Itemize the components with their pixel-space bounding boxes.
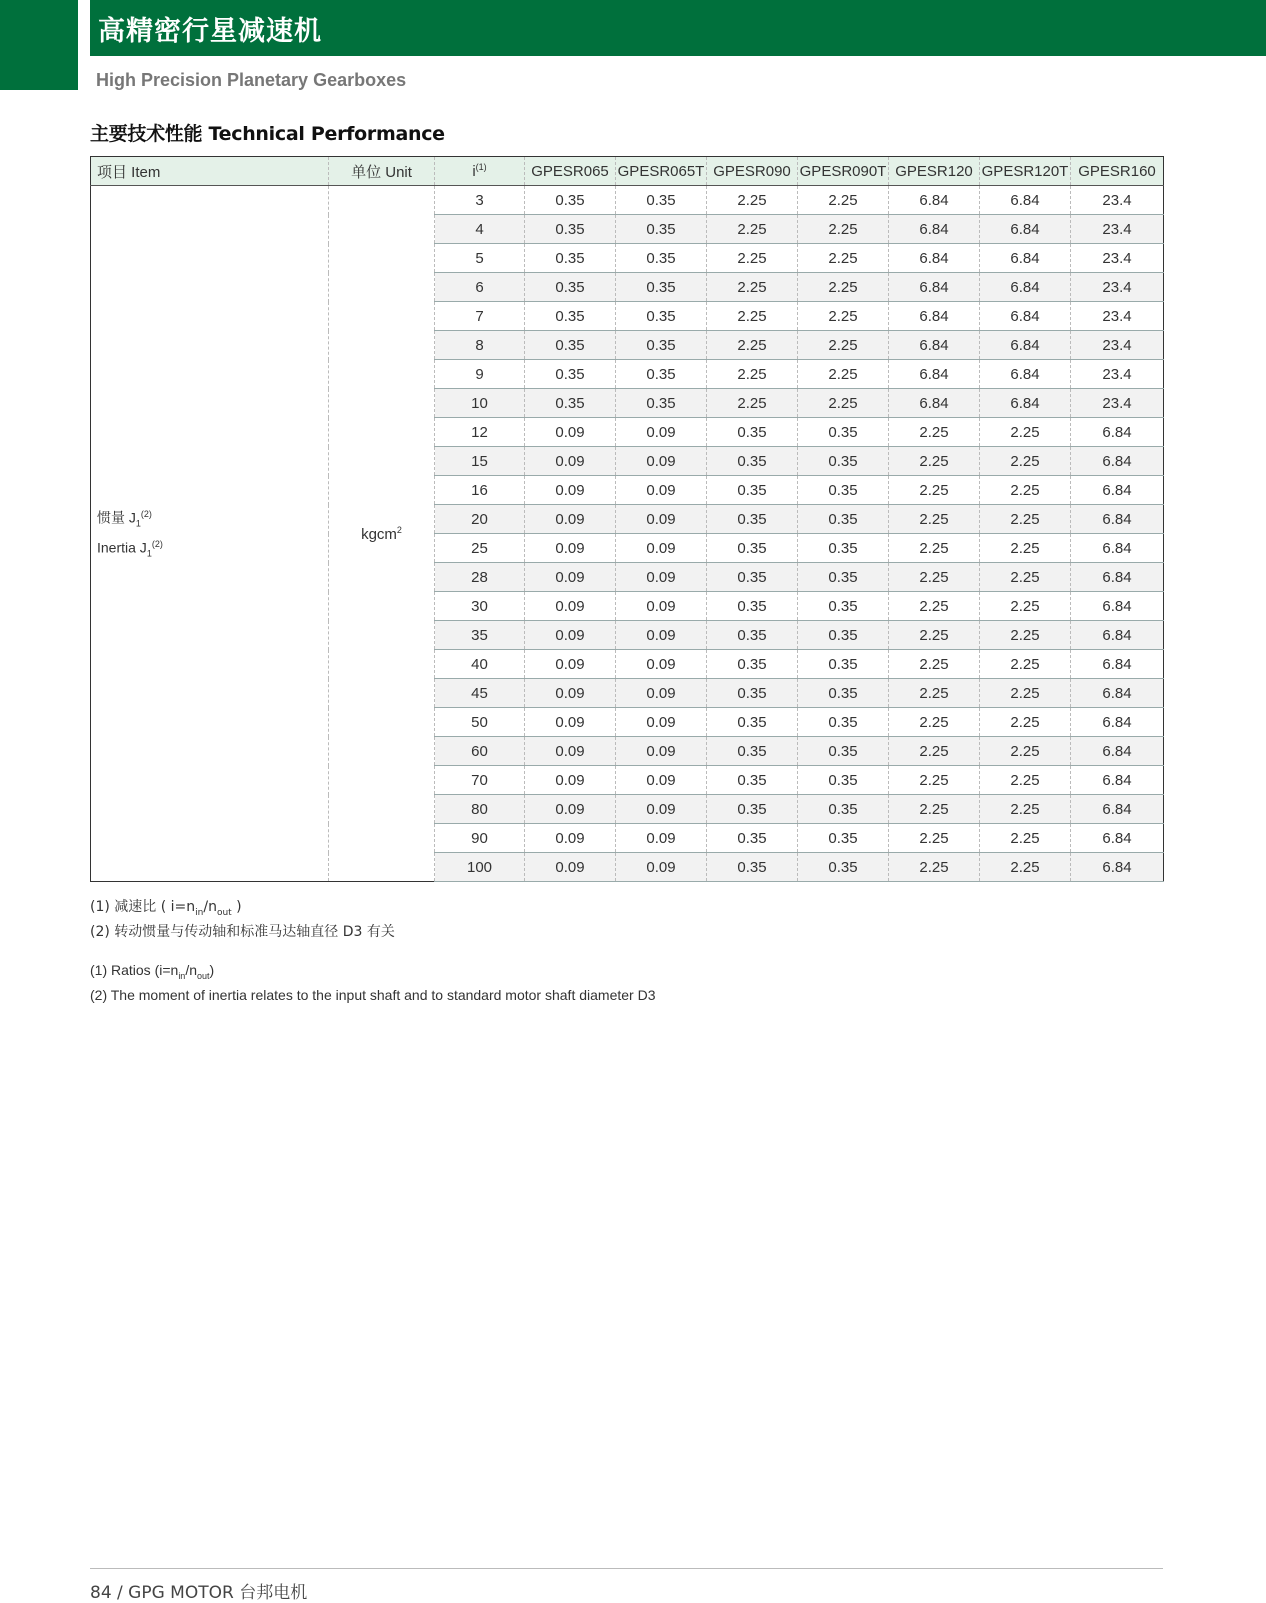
inertia-value-cell: 23.4 (1071, 302, 1164, 331)
note-en-2: (2) The moment of inertia relates to the input shaft and to standard motor shaft diameter D3 (90, 987, 656, 1003)
inertia-value-cell: 2.25 (798, 389, 889, 418)
inertia-value-cell: 0.09 (616, 592, 707, 621)
inertia-value-cell: 6.84 (980, 389, 1071, 418)
inertia-value-cell: 23.4 (1071, 215, 1164, 244)
inertia-value-cell: 0.35 (798, 505, 889, 534)
note-cn-1-slash: /n (203, 899, 217, 915)
inertia-value-cell: 2.25 (980, 476, 1071, 505)
inertia-value-cell: 2.25 (798, 215, 889, 244)
inertia-value-cell: 0.35 (616, 389, 707, 418)
item-cn-text: 惯量 J (97, 509, 136, 526)
ratio-cell: 40 (435, 650, 525, 679)
inertia-value-cell: 0.35 (707, 505, 798, 534)
inertia-value-cell: 0.09 (616, 563, 707, 592)
inertia-value-cell: 0.35 (525, 186, 616, 215)
inertia-value-cell: 23.4 (1071, 186, 1164, 215)
ratio-cell: 60 (435, 737, 525, 766)
inertia-value-cell: 6.84 (1071, 679, 1164, 708)
inertia-value-cell: 0.35 (707, 621, 798, 650)
inertia-value-cell: 23.4 (1071, 360, 1164, 389)
inertia-value-cell: 0.35 (707, 853, 798, 882)
inertia-value-cell: 0.35 (798, 592, 889, 621)
inertia-value-cell: 0.09 (616, 476, 707, 505)
inertia-value-cell: 0.09 (616, 621, 707, 650)
inertia-value-cell: 2.25 (798, 302, 889, 331)
inertia-value-cell: 2.25 (889, 795, 980, 824)
inertia-value-cell: 0.35 (616, 186, 707, 215)
inertia-value-cell: 0.35 (707, 534, 798, 563)
inertia-value-cell: 6.84 (889, 215, 980, 244)
ratio-cell: 9 (435, 360, 525, 389)
inertia-value-cell: 2.25 (980, 824, 1071, 853)
ratio-cell: 10 (435, 389, 525, 418)
note-en-1 (90, 962, 214, 981)
inertia-value-cell: 2.25 (889, 505, 980, 534)
header-model: GPESR120T (980, 157, 1071, 186)
inertia-value-cell: 6.84 (980, 244, 1071, 273)
ratio-cell: 30 (435, 592, 525, 621)
inertia-value-cell: 0.09 (525, 505, 616, 534)
inertia-value-cell: 6.84 (980, 215, 1071, 244)
inertia-value-cell: 0.35 (707, 708, 798, 737)
item-cn-note: (2) (140, 509, 152, 520)
inertia-value-cell: 0.35 (798, 534, 889, 563)
inertia-value-cell: 2.25 (889, 708, 980, 737)
inertia-value-cell: 0.35 (616, 331, 707, 360)
inertia-value-cell: 0.09 (525, 795, 616, 824)
inertia-value-cell: 0.35 (525, 215, 616, 244)
table-row (91, 186, 1164, 215)
inertia-value-cell: 6.84 (889, 244, 980, 273)
inertia-value-cell: 6.84 (1071, 621, 1164, 650)
inertia-value-cell: 6.84 (980, 273, 1071, 302)
inertia-value-cell: 0.35 (707, 679, 798, 708)
inertia-value-cell: 0.35 (798, 853, 889, 882)
inertia-value-cell: 0.35 (798, 708, 889, 737)
ratio-cell: 3 (435, 186, 525, 215)
inertia-value-cell: 2.25 (889, 824, 980, 853)
inertia-value-cell: 2.25 (798, 273, 889, 302)
inertia-value-cell: 0.35 (525, 302, 616, 331)
inertia-value-cell: 6.84 (1071, 824, 1164, 853)
inertia-value-cell: 0.35 (707, 418, 798, 447)
inertia-value-cell: 6.84 (889, 186, 980, 215)
inertia-value-cell: 6.84 (1071, 853, 1164, 882)
inertia-value-cell: 2.25 (707, 244, 798, 273)
inertia-value-cell: 0.09 (525, 418, 616, 447)
header-model: GPESR090 (707, 157, 798, 186)
inertia-value-cell: 2.25 (889, 563, 980, 592)
inertia-value-cell: 0.35 (525, 389, 616, 418)
inertia-value-cell: 6.84 (1071, 592, 1164, 621)
unit-cell (329, 186, 435, 882)
inertia-value-cell: 6.84 (980, 331, 1071, 360)
inertia-value-cell: 2.25 (889, 447, 980, 476)
inertia-value-cell: 0.35 (798, 795, 889, 824)
inertia-value-cell: 6.84 (1071, 447, 1164, 476)
ratio-cell: 8 (435, 331, 525, 360)
inertia-value-cell: 0.35 (707, 737, 798, 766)
inertia-value-cell: 2.25 (980, 563, 1071, 592)
inertia-value-cell: 6.84 (1071, 766, 1164, 795)
inertia-value-cell: 2.25 (980, 505, 1071, 534)
inertia-value-cell: 0.09 (525, 650, 616, 679)
inertia-value-cell: 2.25 (707, 302, 798, 331)
page-subtitle: High Precision Planetary Gearboxes (96, 70, 407, 90)
note-en-1-suffix: ) (209, 962, 215, 978)
inertia-value-cell: 0.09 (525, 679, 616, 708)
inertia-value-cell: 2.25 (889, 766, 980, 795)
footer-text: 84 / GPG MOTOR 台邦电机 (90, 1583, 308, 1603)
inertia-value-cell: 23.4 (1071, 389, 1164, 418)
ratio-cell: 25 (435, 534, 525, 563)
inertia-value-cell: 2.25 (889, 650, 980, 679)
note-en-1-slash: /n (185, 962, 198, 978)
item-label-en (97, 534, 328, 563)
ratio-cell: 50 (435, 708, 525, 737)
inertia-value-cell: 0.35 (707, 650, 798, 679)
inertia-value-cell: 6.84 (889, 331, 980, 360)
ratio-cell: 4 (435, 215, 525, 244)
header-unit: 单位 Unit (329, 157, 435, 186)
inertia-value-cell: 2.25 (980, 766, 1071, 795)
inertia-value-cell: 0.09 (616, 766, 707, 795)
footer-divider (90, 1568, 1163, 1569)
inertia-value-cell: 0.35 (525, 244, 616, 273)
inertia-value-cell: 0.09 (616, 418, 707, 447)
inertia-value-cell: 0.09 (616, 679, 707, 708)
ratio-cell: 28 (435, 563, 525, 592)
header-model: GPESR120 (889, 157, 980, 186)
inertia-value-cell: 6.84 (889, 302, 980, 331)
inertia-value-cell: 0.35 (616, 273, 707, 302)
inertia-value-cell: 2.25 (889, 621, 980, 650)
inertia-value-cell: 0.35 (798, 824, 889, 853)
inertia-value-cell: 2.25 (980, 853, 1071, 882)
inertia-value-cell: 6.84 (980, 360, 1071, 389)
inertia-value-cell: 0.09 (525, 476, 616, 505)
inertia-value-cell: 0.35 (798, 679, 889, 708)
inertia-value-cell: 6.84 (1071, 418, 1164, 447)
header-item: 项目 Item (91, 157, 329, 186)
inertia-value-cell: 2.25 (707, 389, 798, 418)
ratio-cell: 20 (435, 505, 525, 534)
section-title: 主要技术性能 Technical Performance (90, 123, 445, 145)
item-cell (91, 186, 329, 882)
header-model: GPESR160 (1071, 157, 1164, 186)
inertia-value-cell: 0.35 (798, 650, 889, 679)
note-en-1-prefix: (1) Ratios (i=n (90, 962, 179, 978)
note-cn-1 (90, 896, 242, 918)
header-model: GPESR090T (798, 157, 889, 186)
inertia-value-cell: 2.25 (889, 737, 980, 766)
item-en-sub: 1 (146, 547, 152, 558)
inertia-value-cell: 0.09 (525, 621, 616, 650)
inertia-value-cell: 0.09 (616, 505, 707, 534)
inertia-value-cell: 6.84 (1071, 563, 1164, 592)
inertia-value-cell: 0.35 (616, 302, 707, 331)
ratio-cell: 5 (435, 244, 525, 273)
inertia-value-cell: 2.25 (798, 244, 889, 273)
inertia-value-cell: 0.35 (798, 418, 889, 447)
inertia-value-cell: 6.84 (980, 186, 1071, 215)
header-ratio (435, 157, 525, 186)
inertia-value-cell: 0.35 (707, 563, 798, 592)
inertia-value-cell: 0.35 (616, 215, 707, 244)
inertia-value-cell: 2.25 (707, 360, 798, 389)
inertia-value-cell: 2.25 (889, 534, 980, 563)
note-cn-2: (2) 转动惯量与传动轴和标准马达轴直径 D3 有关 (90, 924, 395, 940)
inertia-value-cell: 0.09 (525, 592, 616, 621)
note-en-1-sub-in: in (178, 970, 186, 981)
ratio-cell: 100 (435, 853, 525, 882)
inertia-value-cell: 2.25 (980, 592, 1071, 621)
inertia-value-cell: 2.25 (980, 650, 1071, 679)
inertia-value-cell: 2.25 (707, 331, 798, 360)
ratio-cell: 90 (435, 824, 525, 853)
inertia-value-cell: 0.35 (707, 592, 798, 621)
inertia-value-cell: 6.84 (1071, 534, 1164, 563)
inertia-value-cell: 6.84 (1071, 476, 1164, 505)
inertia-value-cell: 2.25 (798, 186, 889, 215)
inertia-value-cell: 2.25 (889, 853, 980, 882)
inertia-value-cell: 6.84 (1071, 650, 1164, 679)
inertia-value-cell: 0.35 (707, 824, 798, 853)
performance-table (90, 156, 1164, 882)
ratio-cell: 45 (435, 679, 525, 708)
note-cn-1-suffix: ) (231, 899, 242, 915)
item-cn-sub: 1 (135, 518, 141, 529)
inertia-value-cell: 23.4 (1071, 244, 1164, 273)
item-label-cn (97, 504, 328, 533)
inertia-value-cell: 0.09 (525, 737, 616, 766)
inertia-value-cell: 0.09 (616, 737, 707, 766)
ratio-cell: 12 (435, 418, 525, 447)
inertia-value-cell: 0.09 (525, 447, 616, 476)
inertia-value-cell: 2.25 (980, 447, 1071, 476)
inertia-value-cell: 6.84 (1071, 795, 1164, 824)
inertia-value-cell: 2.25 (798, 360, 889, 389)
inertia-value-cell: 2.25 (980, 534, 1071, 563)
inertia-value-cell: 0.09 (616, 824, 707, 853)
inertia-value-cell: 2.25 (707, 273, 798, 302)
inertia-value-cell: 0.09 (616, 534, 707, 563)
inertia-value-cell: 0.35 (798, 563, 889, 592)
inertia-value-cell: 2.25 (980, 621, 1071, 650)
inertia-value-cell: 0.09 (525, 853, 616, 882)
inertia-value-cell: 2.25 (889, 679, 980, 708)
inertia-value-cell: 6.84 (980, 302, 1071, 331)
inertia-value-cell: 0.35 (707, 447, 798, 476)
note-cn-1-sub-in: in (195, 907, 204, 918)
page-title: 高精密行星减速机 (98, 16, 322, 47)
inertia-value-cell: 6.84 (889, 389, 980, 418)
inertia-value-cell: 2.25 (798, 331, 889, 360)
note-cn-1-sub-out: out (216, 907, 232, 918)
ratio-cell: 16 (435, 476, 525, 505)
inertia-value-cell: 2.25 (889, 476, 980, 505)
corner-accent-block (0, 0, 78, 90)
ratio-cell: 6 (435, 273, 525, 302)
unit-sup: 2 (396, 524, 402, 535)
inertia-value-cell: 0.09 (525, 534, 616, 563)
item-en-text: Inertia J (97, 539, 147, 556)
inertia-value-cell: 2.25 (980, 737, 1071, 766)
inertia-value-cell: 23.4 (1071, 331, 1164, 360)
inertia-value-cell: 0.35 (525, 331, 616, 360)
unit-text: kgcm (361, 525, 397, 543)
inertia-value-cell: 2.25 (707, 215, 798, 244)
inertia-value-cell: 0.09 (616, 708, 707, 737)
ratio-cell: 15 (435, 447, 525, 476)
inertia-value-cell: 0.35 (525, 360, 616, 389)
header-ratio-label: i (472, 163, 476, 180)
inertia-value-cell: 2.25 (889, 592, 980, 621)
inertia-value-cell: 0.09 (525, 824, 616, 853)
inertia-value-cell: 0.09 (616, 853, 707, 882)
inertia-value-cell: 2.25 (889, 418, 980, 447)
inertia-value-cell: 0.35 (798, 476, 889, 505)
inertia-value-cell: 6.84 (1071, 505, 1164, 534)
inertia-value-cell: 2.25 (980, 679, 1071, 708)
inertia-value-cell: 6.84 (1071, 708, 1164, 737)
table-header-row (91, 157, 1164, 186)
inertia-value-cell: 0.35 (707, 766, 798, 795)
inertia-value-cell: 0.09 (525, 563, 616, 592)
inertia-value-cell: 0.35 (798, 621, 889, 650)
inertia-value-cell: 0.35 (616, 360, 707, 389)
ratio-cell: 80 (435, 795, 525, 824)
inertia-value-cell: 0.35 (707, 476, 798, 505)
header-model: GPESR065T (616, 157, 707, 186)
inertia-value-cell: 6.84 (889, 360, 980, 389)
note-cn-1-prefix: (1) 减速比 ( i=n (90, 899, 196, 915)
inertia-value-cell: 2.25 (707, 186, 798, 215)
inertia-value-cell: 0.09 (616, 447, 707, 476)
note-en-1-sub-out: out (197, 970, 210, 981)
inertia-value-cell: 0.09 (616, 795, 707, 824)
ratio-cell: 7 (435, 302, 525, 331)
inertia-value-cell: 0.09 (525, 766, 616, 795)
header-model: GPESR065 (525, 157, 616, 186)
inertia-value-cell: 0.35 (798, 447, 889, 476)
inertia-value-cell: 2.25 (980, 708, 1071, 737)
ratio-cell: 35 (435, 621, 525, 650)
ratio-cell: 70 (435, 766, 525, 795)
inertia-value-cell: 2.25 (980, 418, 1071, 447)
header-bar (90, 0, 1266, 56)
inertia-value-cell: 0.35 (798, 737, 889, 766)
inertia-value-cell: 0.35 (525, 273, 616, 302)
inertia-value-cell: 0.09 (525, 708, 616, 737)
inertia-value-cell: 2.25 (980, 795, 1071, 824)
header-ratio-note: (1) (475, 162, 487, 172)
inertia-value-cell: 23.4 (1071, 273, 1164, 302)
inertia-value-cell: 0.35 (707, 795, 798, 824)
inertia-value-cell: 0.35 (798, 766, 889, 795)
inertia-value-cell: 0.09 (616, 650, 707, 679)
inertia-value-cell: 6.84 (889, 273, 980, 302)
inertia-value-cell: 0.35 (616, 244, 707, 273)
inertia-value-cell: 6.84 (1071, 737, 1164, 766)
item-en-note: (2) (151, 538, 163, 549)
